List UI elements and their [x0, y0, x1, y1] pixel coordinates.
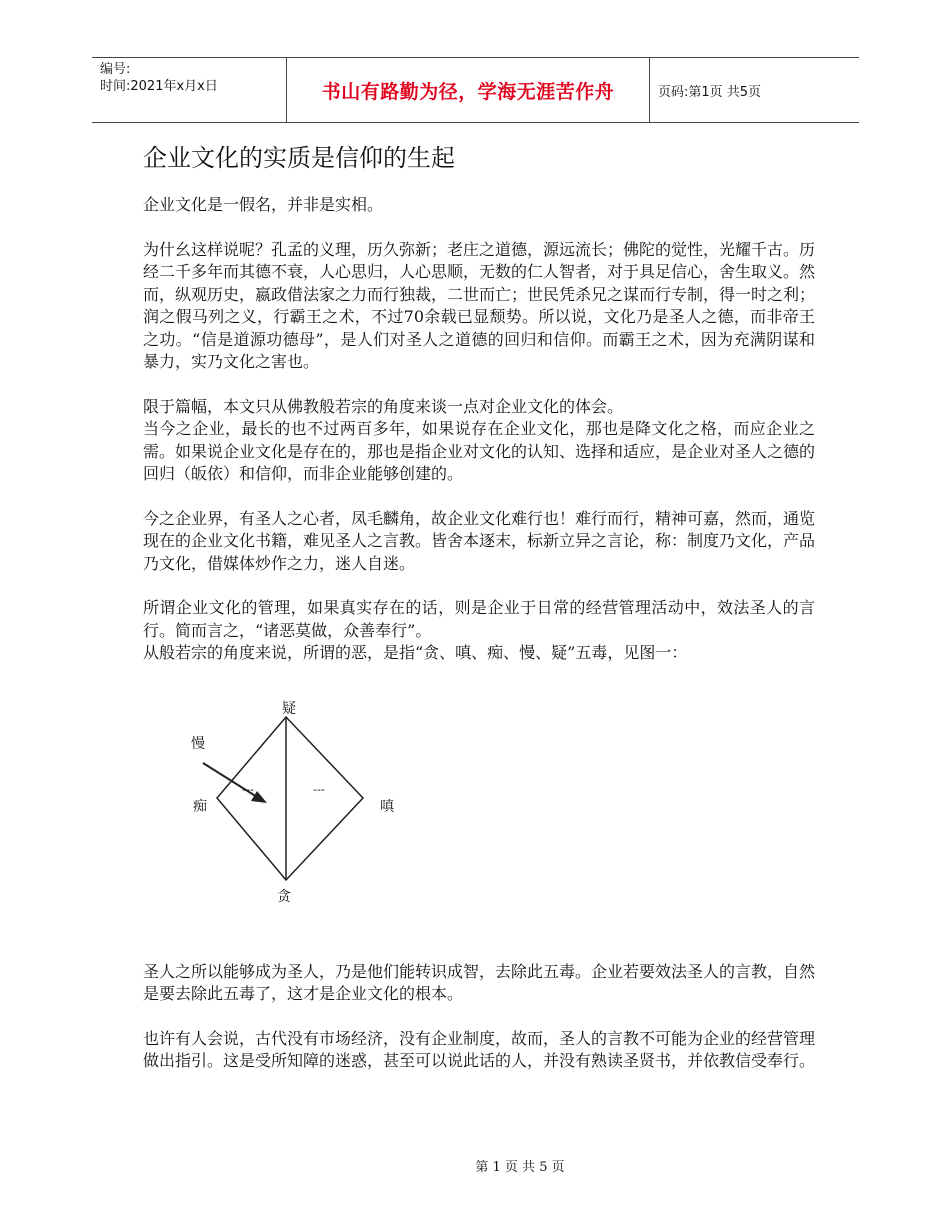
label-ignorance: 痴 [193, 798, 207, 815]
paragraph-7: 从般若宗的角度来说，所谓的恶，是指“贪、嗔、痴、慢、疑”五毒，见图一： [143, 643, 688, 662]
diamond-outline [217, 717, 363, 880]
label-arrogance: 慢 [191, 735, 205, 752]
label-greed: 贪 [277, 888, 291, 905]
paragraph-4: 当今之企业，最长的也不过两百多年，如果说存在企业文化，那也是降文化之格，而应企业之需。如果说企业文化是存在的，那也是指企业对文化的认知、选择和适应，是企业对圣人之德的回归（皈依）和信仰，而非企业能够创建的。 [143, 419, 816, 483]
five-poisons-diagram [143, 695, 815, 945]
paragraph-5: 今之企业界，有圣人之心者，凤毛麟角，故企业文化难行也！难行而行，精神可嘉，然而，通览现在的企业文化书籍，难见圣人之言教。皆舍本逐末，标新立异之言论，称：制度乃文化，产品乃文化，借媒体炒作之力，迷人自迷。 [143, 508, 816, 573]
paragraph-6: 所谓企业文化的管理，如果真实存在的话，则是企业于日常的经营管理活动中，效法圣人的言行。简而言之，“诸恶莫做，众善奉行”。 [143, 598, 815, 640]
header-table [92, 57, 859, 123]
label-doubt: 疑 [282, 700, 296, 717]
paragraph-9: 也许有人会说，古代没有市场经济，没有企业制度，故而，圣人的言教不可能为企业的经营管理做出指引。这是受所知障的迷惑，甚至可以说此话的人，并没有熟读圣贤书，并依教信受奉行。 [143, 1028, 816, 1070]
document-time-label: 时间:2021年x月x日 [100, 79, 218, 94]
document-title: 企业文化的实质是信仰的生起 [143, 144, 455, 172]
label-anger: 嗔 [380, 798, 394, 815]
page-footer: 第 1 页 共 5 页 [475, 1160, 565, 1175]
paragraph-1: 企业文化是一假名，并非是实相。 [143, 195, 384, 214]
left-dash-mark: --- [242, 782, 254, 796]
header-page-info: 页码:第1页 共5页 [658, 84, 762, 100]
paragraph-3: 限于篇幅，本文只从佛教般若宗的角度来谈一点对企业文化的体会。 [143, 396, 624, 416]
paragraph-8: 圣人之所以能够成为圣人，乃是他们能转识成智，去除此五毒。企业若要效法圣人的言教，自然是要去除此五毒了，这才是企业文化的根本。 [143, 961, 816, 1003]
header-slogan: 书山有路勤为径，学海无涯苦作舟 [286, 58, 650, 122]
document-number-label: 编号: [100, 62, 131, 77]
document-body [143, 138, 815, 1095]
diagram-graphic [143, 695, 815, 945]
paragraph-2: 为什幺这样说呢？孔孟的义理，历久弥新；老庄之道德，源远流长；佛陀的觉性，光耀千古。历经二千多年而其德不衰，人心思归，人心思顺，无数的仁人智者，对于具足信心，舍生取义。然而，纵观历史，嬴政借法家之力而行独裁，二世而亡；世民凭杀兄之谋而行专制，得一时之利；润之假马列之义，行霸王之术，不过70余载已显颓势。所以说，文化乃是圣人之德，而非帝王之功。“信是道源功德母”，是人们对圣人之道德的回归和信仰。而霸王之术，因为充满阴谋和暴力，实乃文化之害也。 [143, 239, 816, 371]
header-meta-cell [92, 58, 286, 122]
right-dash-mark: --- [313, 782, 325, 796]
